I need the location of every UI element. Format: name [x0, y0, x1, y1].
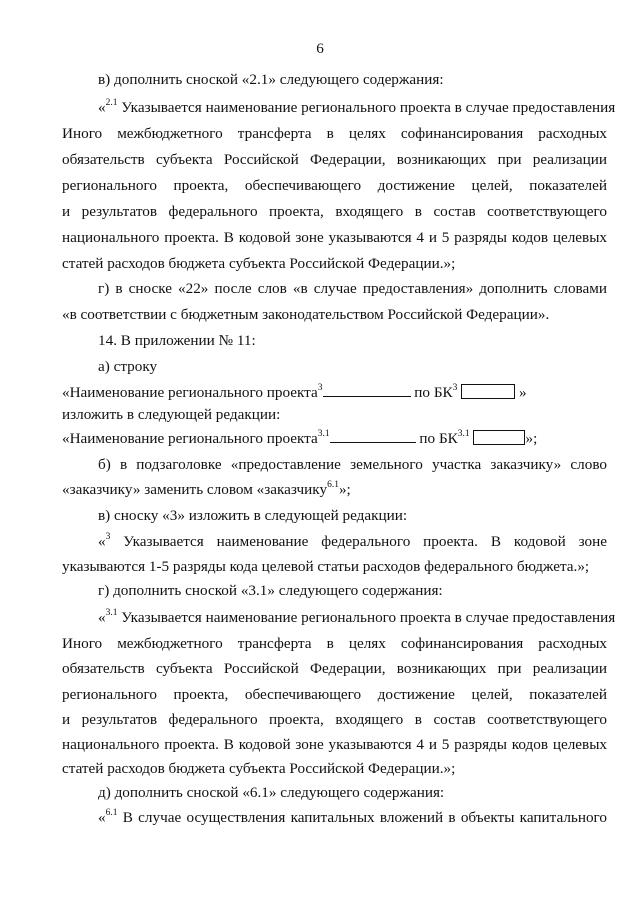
paragraph-line: статей расходов бюджета субъекта Российской Федерации.»;: [62, 760, 456, 777]
paragraph-line: а) строку: [98, 358, 158, 375]
paragraph-line: «$^{6.1}$ В случае осуществления капитальных вложений в объекты капитального: [98, 807, 607, 826]
footnote-marker: 3: [105, 531, 111, 542]
form-line: «Наименование регионального проекта$^{3.1}$ по $БК^{3.1}$ »;: [62, 428, 538, 447]
paragraph-line: национального проекта. В кодовой зоне указываются 4 и 5 разряды кодов целевых: [62, 736, 607, 753]
paragraph-line: г) в сноске «22» после слов «в случае предоставления» дополнить словами: [98, 280, 607, 297]
paragraph-line: статей расходов бюджета субъекта Российской Федерации.»;: [62, 255, 456, 272]
paragraph-line: изложить в следующей редакции:: [62, 406, 281, 423]
paragraph-line: Иного межбюджетного трансферта в целях софинансирования расходных: [62, 125, 607, 142]
paragraph-line: д) дополнить сноской «6.1» следующего содержания:: [98, 784, 445, 801]
paragraph-line: в) сноску «3» изложить в следующей редакции:: [98, 507, 408, 524]
footnote-marker: 6.1: [105, 807, 118, 818]
paragraph-line: национального проекта. В кодовой зоне указываются 4 и 5 разряды кодов целевых: [62, 229, 607, 246]
footnote-marker: 2.1: [105, 97, 118, 108]
paragraph-line: «$^3$ Указывается наименование федерального проекта. В кодовой зоне: [98, 531, 607, 550]
paragraph-line: и результатов федерального проекта, входящего в состав соответствующего: [62, 711, 607, 728]
section-heading: 14. В приложении № 11:: [98, 332, 256, 349]
paragraph-line: «$^{2.1}$ Указывается наименование регионального проекта в случае предоставления: [98, 97, 616, 116]
paragraph-line: г) дополнить сноской «3.1» следующего содержания:: [98, 582, 443, 599]
paragraph-line: «$^{3.1}$ Указывается наименование регионального проекта в случае предоставления: [98, 607, 616, 626]
paragraph-line: «в соответствии с бюджетным законодательством Российской Федерации».: [62, 306, 550, 323]
paragraph-line: Иного межбюджетного трансферта в целях софинансирования расходных: [62, 635, 607, 652]
blank-underline: [323, 382, 411, 397]
code-box: [473, 430, 525, 445]
footnote-marker: 3: [452, 382, 458, 393]
footnote-marker: 6.1: [327, 479, 339, 490]
footnote-marker: 3: [317, 382, 323, 393]
paragraph-line: регионального проекта, обеспечивающего достижение целей, показателей: [62, 686, 607, 703]
paragraph-line: обязательств субъекта Российской Федерации, возникающих при реализации: [62, 660, 607, 677]
code-box: [461, 384, 515, 399]
footnote-marker: 3.1: [457, 428, 470, 439]
paragraph-line: обязательств субъекта Российской Федерации, возникающих при реализации: [62, 151, 607, 168]
blank-underline: [330, 428, 416, 443]
paragraph-line: «заказчику» заменить словом «заказчику$^{6.1}$»;: [62, 479, 351, 498]
form-line: «Наименование регионального проекта$^3$ по $БК^3$ »: [62, 382, 527, 401]
page-number: 6: [316, 40, 324, 57]
paragraph-line: регионального проекта, обеспечивающего достижение целей, показателей: [62, 177, 607, 194]
footnote-marker: 3.1: [105, 607, 118, 618]
footnote-marker: 3.1: [317, 428, 330, 439]
paragraph-line: б) в подзаголовке «предоставление земельного участка заказчику» слово: [98, 456, 607, 473]
paragraph-line: в) дополнить сноской «2.1» следующего содержания:: [98, 71, 444, 88]
paragraph-line: и результатов федерального проекта, входящего в состав соответствующего: [62, 203, 607, 220]
paragraph-line: указываются 1-5 разряды кода целевой статьи расходов федерального бюджета.»;: [62, 558, 590, 575]
